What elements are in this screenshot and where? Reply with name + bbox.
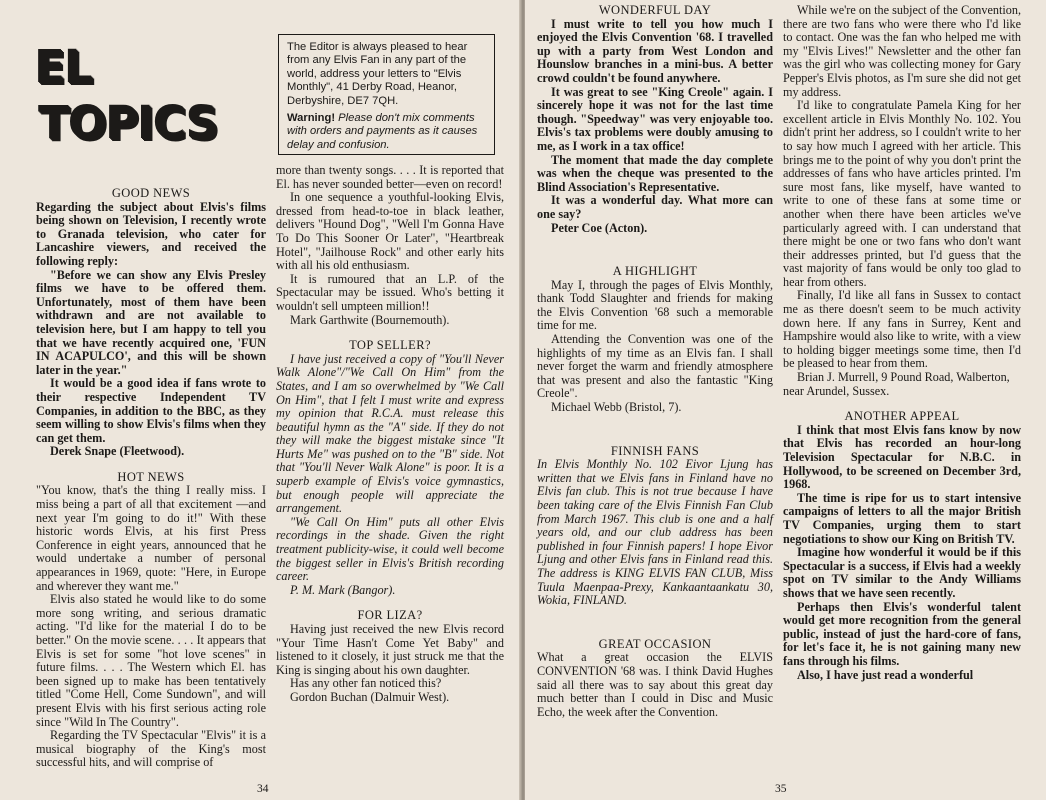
hot-news-signature: Mark Garthwite (Bournemouth). xyxy=(290,312,450,327)
wonderful-day-p3: The moment that made the day complete was when the cheque was presented to the Blind Association's Representative. xyxy=(537,152,773,194)
for-liza-p2: Has any other fan noticed this? xyxy=(290,676,442,691)
great-occasion-signature: Brian J. Murrell, 9 Pound Road, Walberton, near Arundel, Sussex. xyxy=(783,370,1010,398)
top-seller-p1: I have just received a copy of "You'll Never Walk Alone"/"We Call On Him" from the States, and I am so overwhelmed by "We Call On Him", that I felt I must write and express my opinion that R.C.A. must release this beautiful hymn as the "A" side. If they do not they will make the biggest mistake since "It Hurts Me" was pushed on to the "B" side. Not that "You'll Never Walk Alone" is poor. It is a superb example of Elvis's voice gymnastics, but enough people will appreciate the arrangement. xyxy=(276,351,504,516)
column-1 xyxy=(36,187,266,770)
heading-another-appeal: ANOTHER APPEAL xyxy=(844,409,960,424)
finnish-fans-p1: In Elvis Monthly No. 102 Eivor Ljung has written that we Elvis fans in Finland have no Elvis fan club. This is not true because I have been taking care of the Elvis Finnish Fan Club from March 1967. This club is one and a half years old, and our club address has been published in four Finnish papers! I hope Eivor Ljung and other Elvis fans in Finland read this. The address is KING ELVIS FAN CLUB, Miss Tuula Maenpaa-Prexy, Kankaantaankatu 30, Wokia, FINLAND. xyxy=(537,457,773,608)
wonderful-day-p1: I must write to tell you how much I enjoyed the Elvis Convention '68. I travelled up with a party from West London and Hounslow branches in a mini-bus. A better crowd couldn't be found anywhere. xyxy=(537,16,773,85)
heading-hot-news: HOT NEWS xyxy=(117,469,185,484)
great-occasion-p1: What a great occasion the ELVIS CONVENTION '68 was. I think David Hughes said all there was to say about this great day much better than I could in Disc and Music Echo, the week after the Convention. xyxy=(537,650,773,719)
good-news-p1: Regarding the subject about Elvis's films being shown on Television, I recently wrote to Granada television, who cater for Lancashire viewers, and received the following reply: xyxy=(36,199,266,268)
warning-label: Warning! xyxy=(287,112,336,125)
great-occasion-continued-p2: I'd like to congratulate Pamela King for her excellent article in Elvis Monthly No. 102. You didn't print her address, so I couldn't write to her to say how much I agreed with her article. This brings me to the point of why you don't print the addresses of fans who have articles printed. I'm sure most fans, like myself, have wanted to write to one of these fans at some time or another when there have been articles we've particularly agreed with. I can understand that there might be one or two fans who don't want their addresses printed, but I'd guess that the vast majority of fans would be only too glad to hear from others. xyxy=(783,98,1021,289)
heading-top-seller: TOP SELLER? xyxy=(349,338,431,353)
page-number-left: 34 xyxy=(257,783,269,795)
a-highlight-p2: Attending the Convention was one of the highlights of my time as an Elvis fan. I shall never forget the warm and friendly atmosphere that was present and also the fantastic "King Creole". xyxy=(537,332,773,401)
heading-good-news: GOOD NEWS xyxy=(111,186,191,200)
great-occasion-continued-p3: Finally, I'd like all fans in Sussex to contact me as there doesn't seem to be much activity down here. If any fans in Surrey, Kent and Hampshire would also like to write, with a view to holding bigger meetings some time, then I'd be pleased to hear from them. xyxy=(783,288,1021,371)
wonderful-day-p4: It was a wonderful day. What more can one say? xyxy=(537,193,773,221)
masthead-line-1: EL xyxy=(34,40,92,93)
a-highlight-p1: May I, through the pages of Elvis Monthly, thank Todd Slaughter and friends for making the Elvis Convention '68 such a memorable time for me. xyxy=(537,277,773,333)
another-appeal-p3: Imagine how wonderful it would be if this Spectacular is a success, if Elvis had a weekly spot on TV similar to the Andy Williams shows that we have seen recently. xyxy=(783,545,1021,600)
column-4 xyxy=(783,4,1021,682)
great-occasion-continued-p1: While we're on the subject of the Convention, there are two fans who were there who I'd like to contact. One was the fan who helped me with my "Elvis Lives!" Newsletter and the other fan was the girl who was collecting money for Gary Pepper's Elvis photos, as I'm sure she did not get my address. xyxy=(783,3,1021,99)
heading-for-liza: FOR LIZA? xyxy=(357,608,423,623)
hot-news-p3: Regarding the TV Spectacular "Elvis" it is a musical biography of the King's most successful hits, and will comprise of xyxy=(36,728,266,770)
editor-notice-box xyxy=(278,34,495,155)
page-number-right: 35 xyxy=(775,783,787,795)
right-page xyxy=(525,0,1046,800)
hot-news-continued-p3: It is rumoured that an L.P. of the Spectacular may be issued. Who's betting it wouldn't sell umpteen million!! xyxy=(276,271,504,313)
editor-notice-text: The Editor is always pleased to hear from any Elvis Fan in any part of the world, address your letters to "Elvis Monthly", 41 Derby Road, Heanor, Derbyshire, DE7 7QH. xyxy=(287,41,468,107)
hot-news-p2: Elvis also stated he would like to do some more song writing, and serious dramatic acting. "I'd like for the material I do to be better." On the movie scene. . . . It appears that Elvis is set for some "hot love scenes" in future films. . . . The Western which El. has been signed up to make has been tentatively titled "Come Hell, Come Sundown", and will present Elvis with his first serious acting role since "Wild In The Country". xyxy=(36,592,266,729)
a-highlight-signature: Michael Webb (Bristol, 7). xyxy=(551,400,682,415)
left-page xyxy=(0,0,521,800)
for-liza-signature: Gordon Buchan (Dalmuir West). xyxy=(290,689,450,704)
for-liza-p1: Having just received the new Elvis record "Your Time Hasn't Come Yet Baby" and listened to it closely, it just struck me that the King is singing about his own daughter. xyxy=(276,622,504,677)
another-appeal-p1: I think that most Elvis fans know by now that Elvis has recorded an hour-long Television Spectacular for N.B.C. in Hollywood, to be screened on December 3rd, 1968. xyxy=(783,422,1021,492)
heading-finnish-fans: FINNISH FANS xyxy=(610,443,700,458)
heading-a-highlight: A HIGHLIGHT xyxy=(612,264,698,279)
masthead-line-2: TOPICS xyxy=(38,96,217,149)
warning-text: Please don't mix comments with orders and payments as it causes delay and confusion. xyxy=(287,112,478,151)
wonderful-day-p2: It was great to see "King Creole" again. I sincerely hope it was not for the last time though. "Speedway" was very enjoyable too. Elvis's tax problems were doubly amusing to me, as I work in a tax office! xyxy=(537,84,773,153)
top-seller-signature: P. M. Mark (Bangor). xyxy=(290,582,396,597)
column-2 xyxy=(276,164,504,705)
good-news-p3: It would be a good idea if fans wrote to their respective Independent TV Companies, in addition to the BBC, as they seem willing to show Elvis's films when they can get them. xyxy=(36,376,266,445)
good-news-signature: Derek Snape (Fleetwood). xyxy=(50,444,185,459)
hot-news-continued-p2: In one sequence a youthful-looking Elvis, dressed from head-to-toe in black leather, delivers "Hound Dog", "Well I'm Gonna Have To Do This Sooner Or Later", "Heartbreak Hotel", "Jailhouse Rock" and other early hits with all his old enthusiasm. xyxy=(276,190,504,273)
another-appeal-p5: Also, I have just read a wonderful xyxy=(797,667,974,682)
hot-news-continued-p1: more than twenty songs. . . . It is reported that El. has never sounded better—even on record! xyxy=(276,163,504,191)
editor-warning xyxy=(287,112,486,152)
wonderful-day-signature: Peter Coe (Acton). xyxy=(551,220,648,235)
el-topics-masthead xyxy=(34,37,276,152)
heading-wonderful-day: WONDERFUL DAY xyxy=(598,3,712,17)
good-news-p2: "Before we can show any Elvis Presley films we have to be offered them. Unfortunately, most of them have been withdrawn and are not available to television here, but I am happy to tell you that we have recently acquired one, 'FUN IN ACAPULCO', and this will be shown later in the year." xyxy=(36,267,266,377)
top-seller-p2: "We Call On Him" puts all other Elvis recordings in the shade. Given the right treatment publicity-wise, it could well become the biggest seller in Elvis's British recording career. xyxy=(276,514,504,584)
another-appeal-p4: Perhaps then Elvis's wonderful talent would get more recognition from the general public, instead of just the hard-core of fans, for let's face it, he is not gaining many new fans through his films. xyxy=(783,599,1021,668)
heading-great-occasion: GREAT OCCASION xyxy=(598,636,712,651)
column-3 xyxy=(537,4,773,719)
another-appeal-p2: The time is ripe for us to start intensive campaigns of letters to all the major British TV Companies, urging them to start negotiations to show our King on British TV. xyxy=(783,490,1021,546)
hot-news-p1: "You know, that's the thing I really miss. I miss being a part of all that excitement —and next year I'm going to do it!" With these historic words Elvis, at his first Press Conference in eight years, announced that he would undertake a number of personal appearances in 1969, quote: "Here, in Europe and wherever they want me." xyxy=(36,483,266,593)
